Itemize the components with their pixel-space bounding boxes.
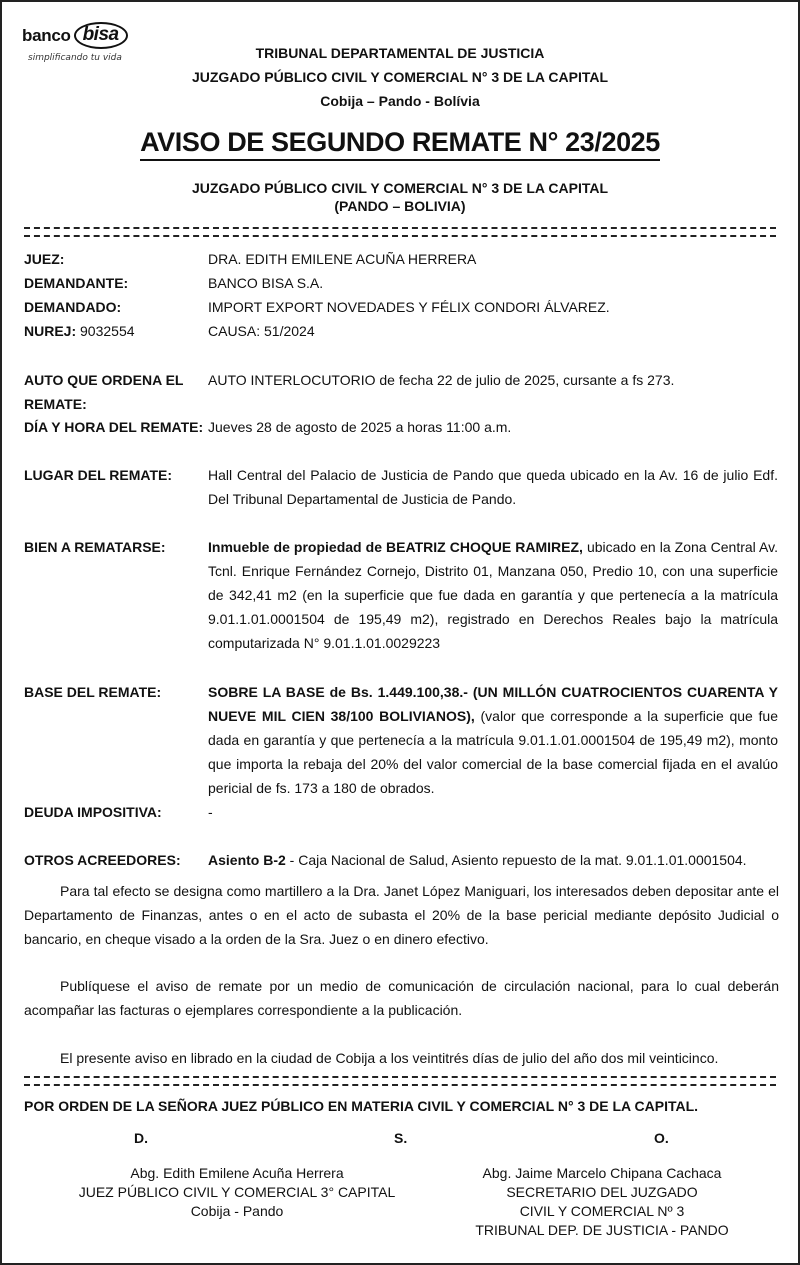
field-label: DÍA Y HORA DEL REMATE: xyxy=(24,419,204,435)
signature-place: TRIBUNAL DEP. DE JUSTICIA - PANDO xyxy=(475,1222,729,1238)
field-value: - xyxy=(208,804,213,820)
nurej-number: 9032554 xyxy=(76,323,135,339)
signature-name: Abg. Edith Emilene Acuña Herrera xyxy=(130,1165,344,1181)
field-value: IMPORT EXPORT NOVEDADES Y FÉLIX CONDORI ÁLVAREZ. xyxy=(208,299,610,315)
dso-row xyxy=(2,1130,798,1150)
field-value: Hall Central del Palacio de Justicia de Pando que queda ubicado en la Av. 16 de julio Edf. Del Tribunal Departamental de Justicia de Pando. xyxy=(208,467,778,507)
signature-name: Abg. Jaime Marcelo Chipana Cachaca xyxy=(482,1165,722,1181)
field-label: BIEN A REMATARSE: xyxy=(24,539,166,555)
logo-word: banco xyxy=(22,25,71,45)
paragraph-publiquese: Publíquese el aviso de remate por un medio de comunicación de circulación nacional, para lo cual deberán acompañar las facturas o ejemplares correspondiente a la publicación. xyxy=(24,978,779,1018)
logo-tagline: simplificando tu vida xyxy=(28,53,122,63)
field-label: JUEZ: xyxy=(24,251,65,267)
field-label: AUTO QUE ORDENA EL REMATE: xyxy=(24,372,184,412)
dso-d: D. xyxy=(134,1130,148,1146)
signature-judge xyxy=(42,1164,432,1221)
subtitle-line-1: JUZGADO PÚBLICO CIVIL Y COMERCIAL N° 3 DE LA CAPITAL xyxy=(191,180,609,196)
header-line-3: Cobija – Pando - Bolívia xyxy=(320,93,480,109)
separator-top xyxy=(24,227,776,237)
field-value xyxy=(208,680,778,800)
signature-title: JUEZ PÚBLICO CIVIL Y COMERCIAL 3° CAPITAL xyxy=(78,1184,396,1200)
field-label: OTROS ACREEDORES: xyxy=(24,852,181,868)
field-value: AUTO INTERLOCUTORIO de fecha 22 de julio de 2025, cursante a fs 273. xyxy=(208,372,675,388)
logo-mark: bisa xyxy=(74,22,128,49)
notice-title xyxy=(2,126,798,161)
header-line-1: TRIBUNAL DEPARTAMENTAL DE JUSTICIA xyxy=(255,45,545,61)
field-label: DEUDA IMPOSITIVA: xyxy=(24,804,162,820)
paragraph-presente: El presente aviso en librado en la ciudad de Cobija a los veintitrés días de julio del año dos mil veinticinco. xyxy=(60,1050,719,1066)
field-value xyxy=(208,535,778,655)
header-line-2: JUZGADO PÚBLICO CIVIL Y COMERCIAL N° 3 DE LA CAPITAL xyxy=(191,69,609,85)
otros-bold: Asiento B-2 xyxy=(208,852,286,868)
field-value: BANCO BISA S.A. xyxy=(208,275,324,291)
separator-bottom xyxy=(24,1076,776,1086)
signature-title-2: CIVIL Y COMERCIAL Nº 3 xyxy=(519,1203,685,1219)
field-value: DRA. EDITH EMILENE ACUÑA HERRERA xyxy=(208,251,477,267)
signature-place: Cobija - Pando xyxy=(190,1203,284,1219)
field-label xyxy=(24,319,204,343)
paragraph-martillero: Para tal efecto se designa como martillero a la Dra. Janet López Maniguari, los interesados deben depositar ante el Departamento de Finanzas, antes o en el acto de subasta el 20% de la base pericial mediante depósito Judicial o bancario, en cheque visado a la orden de la Sra. Juez o en dinero efectivo. xyxy=(24,883,779,947)
order-line: POR ORDEN DE LA SEÑORA JUEZ PÚBLICO EN MATERIA CIVIL Y COMERCIAL N° 3 DE LA CAPITAL. xyxy=(24,1098,699,1114)
field-value xyxy=(208,848,778,872)
field-label: LUGAR DEL REMATE: xyxy=(24,467,173,483)
bien-rest: ubicado en la Zona Central Av. Tcnl. Enrique Fernández Cornejo, Distrito 01, Manzana 050, Predio 10, con una superficie de 342,41 m2 (en la superficie que fue dada en garantía y que pertenecía a la matrícula 9.01.1.01.0001504 de 195,49 m2), registrado en Derechos Reales bajo la matrícula computarizada N° 9.01.1.01.0029223 xyxy=(208,539,778,651)
signature-secretary xyxy=(442,1164,762,1240)
field-label: DEMANDANTE: xyxy=(24,275,129,291)
dso-s: S. xyxy=(394,1130,408,1146)
field-value: Jueves 28 de agosto de 2025 a horas 11:00 a.m. xyxy=(208,419,512,435)
bien-bold: Inmueble de propiedad de BEATRIZ CHOQUE RAMIREZ, xyxy=(208,539,583,555)
base-bold: SOBRE LA BASE de Bs. 1.449.100,38.- (UN MILLÓN CUATROCIENTOS CUARENTA Y NUEVE MIL CIEN 38/100 BOLIVIANOS), xyxy=(208,684,778,724)
signature-title: SECRETARIO DEL JUZGADO xyxy=(506,1184,698,1200)
field-label: BASE DEL REMATE: xyxy=(24,684,162,700)
nurej-label: NUREJ: xyxy=(24,323,77,339)
subtitle-line-2: (PANDO – BOLIVIA) xyxy=(334,198,466,214)
field-value: CAUSA: 51/2024 xyxy=(208,323,315,339)
field-label: DEMANDADO: xyxy=(24,299,122,315)
notice-title-text: AVISO DE SEGUNDO REMATE N° 23/2025 xyxy=(140,126,660,161)
base-rest: (valor que corresponde a la superficie que fue dada en garantía y que pertenecía a la matrícula 9.01.1.01.0001504 de 195,49 m2), monto que importa la rebaja del 20% del valor comercial de la base comercial fijada en el avalúo pericial de fs. 173 a 180 de obrados. xyxy=(208,708,778,796)
dso-o: O. xyxy=(654,1130,669,1146)
otros-rest: - Caja Nacional de Salud, Asiento repuesto de la mat. 9.01.1.01.0001504. xyxy=(285,852,747,868)
